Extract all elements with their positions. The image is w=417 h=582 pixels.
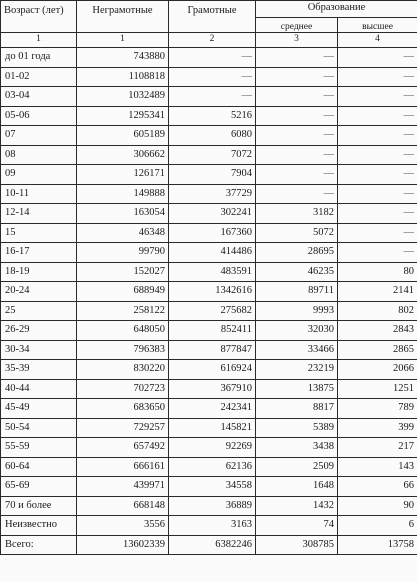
cell-secondary: — — [256, 87, 338, 107]
table-row — [1, 496, 417, 516]
cell-higher: 1251 — [338, 379, 417, 399]
header-literate: Грамотные — [169, 1, 256, 33]
cell-illiterate: 796383 — [77, 340, 169, 360]
cell-literate: 7072 — [169, 145, 256, 165]
column-number: 3 — [256, 33, 338, 48]
cell-literate: 852411 — [169, 321, 256, 341]
cell-age: 55-59 — [1, 438, 77, 458]
cell-literate: 275682 — [169, 301, 256, 321]
cell-age: 35-39 — [1, 360, 77, 380]
cell-age: 07 — [1, 126, 77, 146]
cell-secondary: — — [256, 106, 338, 126]
cell-higher: — — [338, 243, 417, 263]
cell-literate: 3163 — [169, 516, 256, 536]
cell-age: 16-17 — [1, 243, 77, 263]
cell-age: 60-64 — [1, 457, 77, 477]
cell-age: до 01 года — [1, 48, 77, 68]
cell-literate: 37729 — [169, 184, 256, 204]
cell-illiterate: 688949 — [77, 282, 169, 302]
cell-age: 20-24 — [1, 282, 77, 302]
table-row — [1, 145, 417, 165]
table-row — [1, 438, 417, 458]
cell-higher: 90 — [338, 496, 417, 516]
cell-secondary: 308785 — [256, 535, 338, 555]
table-row — [1, 457, 417, 477]
cell-illiterate: 683650 — [77, 399, 169, 419]
column-number: 1 — [1, 33, 77, 48]
cell-secondary: 13875 — [256, 379, 338, 399]
table-row — [1, 223, 417, 243]
cell-literate: — — [169, 87, 256, 107]
header-secondary: среднее — [256, 18, 338, 33]
cell-age: 01-02 — [1, 67, 77, 87]
cell-age: 40-44 — [1, 379, 77, 399]
column-number: 4 — [338, 33, 417, 48]
cell-age: 15 — [1, 223, 77, 243]
table-row — [1, 48, 417, 68]
cell-higher: 789 — [338, 399, 417, 419]
cell-secondary: — — [256, 184, 338, 204]
cell-secondary: — — [256, 67, 338, 87]
table-row — [1, 321, 417, 341]
total-row — [1, 535, 417, 555]
cell-higher: 80 — [338, 262, 417, 282]
cell-secondary: 33466 — [256, 340, 338, 360]
cell-higher: 399 — [338, 418, 417, 438]
cell-age: 09 — [1, 165, 77, 185]
cell-literate: 5216 — [169, 106, 256, 126]
table-row — [1, 87, 417, 107]
cell-illiterate: 306662 — [77, 145, 169, 165]
cell-secondary: 8817 — [256, 399, 338, 419]
cell-literate: 145821 — [169, 418, 256, 438]
cell-secondary: 28695 — [256, 243, 338, 263]
table-row — [1, 204, 417, 224]
table-row — [1, 340, 417, 360]
cell-illiterate: 163054 — [77, 204, 169, 224]
cell-age: 08 — [1, 145, 77, 165]
cell-illiterate: 3556 — [77, 516, 169, 536]
table-header — [1, 1, 417, 48]
cell-literate: 167360 — [169, 223, 256, 243]
cell-literate: — — [169, 48, 256, 68]
table-row — [1, 165, 417, 185]
table-row — [1, 516, 417, 536]
table-row — [1, 262, 417, 282]
cell-illiterate: 648050 — [77, 321, 169, 341]
cell-higher: 2066 — [338, 360, 417, 380]
cell-illiterate: 126171 — [77, 165, 169, 185]
table-row — [1, 282, 417, 302]
cell-literate: 34558 — [169, 477, 256, 497]
cell-illiterate: 666161 — [77, 457, 169, 477]
cell-higher: 66 — [338, 477, 417, 497]
cell-age: 05-06 — [1, 106, 77, 126]
cell-higher: — — [338, 184, 417, 204]
cell-secondary: 74 — [256, 516, 338, 536]
cell-age: 45-49 — [1, 399, 77, 419]
cell-secondary: — — [256, 145, 338, 165]
cell-higher: 2843 — [338, 321, 417, 341]
cell-secondary: 46235 — [256, 262, 338, 282]
cell-secondary: 1432 — [256, 496, 338, 516]
cell-literate: — — [169, 67, 256, 87]
cell-illiterate: 1108818 — [77, 67, 169, 87]
cell-illiterate: 13602339 — [77, 535, 169, 555]
cell-secondary: — — [256, 165, 338, 185]
cell-higher: — — [338, 165, 417, 185]
cell-secondary: 9993 — [256, 301, 338, 321]
table-row — [1, 126, 417, 146]
cell-literate: 36889 — [169, 496, 256, 516]
cell-illiterate: 743880 — [77, 48, 169, 68]
column-number: 1 — [77, 33, 169, 48]
cell-higher: — — [338, 106, 417, 126]
table-row — [1, 243, 417, 263]
cell-literate: 6080 — [169, 126, 256, 146]
cell-literate: 302241 — [169, 204, 256, 224]
cell-age: Неизвестно — [1, 516, 77, 536]
table-row — [1, 399, 417, 419]
cell-illiterate: 702723 — [77, 379, 169, 399]
cell-illiterate: 729257 — [77, 418, 169, 438]
cell-age: Всего: — [1, 535, 77, 555]
cell-higher: 143 — [338, 457, 417, 477]
cell-secondary: 32030 — [256, 321, 338, 341]
cell-illiterate: 830220 — [77, 360, 169, 380]
cell-higher: — — [338, 126, 417, 146]
table-row — [1, 184, 417, 204]
cell-literate: 7904 — [169, 165, 256, 185]
cell-age: 30-34 — [1, 340, 77, 360]
cell-literate: 92269 — [169, 438, 256, 458]
cell-secondary: 23219 — [256, 360, 338, 380]
header-age: Возраст (лет) — [1, 1, 77, 33]
cell-higher: — — [338, 48, 417, 68]
cell-literate: 62136 — [169, 457, 256, 477]
cell-illiterate: 149888 — [77, 184, 169, 204]
cell-secondary: — — [256, 126, 338, 146]
table-row — [1, 106, 417, 126]
cell-literate: 367910 — [169, 379, 256, 399]
cell-age: 26-29 — [1, 321, 77, 341]
cell-higher: — — [338, 145, 417, 165]
cell-illiterate: 657492 — [77, 438, 169, 458]
cell-illiterate: 1032489 — [77, 87, 169, 107]
cell-secondary: 89711 — [256, 282, 338, 302]
cell-literate: 1342616 — [169, 282, 256, 302]
cell-age: 70 и более — [1, 496, 77, 516]
table-row — [1, 360, 417, 380]
cell-secondary: 1648 — [256, 477, 338, 497]
cell-illiterate: 605189 — [77, 126, 169, 146]
table-row — [1, 379, 417, 399]
column-number: 2 — [169, 33, 256, 48]
cell-age: 03-04 — [1, 87, 77, 107]
cell-age: 50-54 — [1, 418, 77, 438]
column-number-row — [1, 33, 417, 48]
cell-secondary: 3438 — [256, 438, 338, 458]
cell-higher: 2141 — [338, 282, 417, 302]
cell-higher: — — [338, 223, 417, 243]
header-higher: высшее — [338, 18, 417, 33]
table-row — [1, 301, 417, 321]
cell-illiterate: 46348 — [77, 223, 169, 243]
table-body — [1, 48, 417, 555]
cell-higher: 6 — [338, 516, 417, 536]
cell-secondary: 2509 — [256, 457, 338, 477]
cell-illiterate: 668148 — [77, 496, 169, 516]
cell-secondary: 5389 — [256, 418, 338, 438]
cell-age: 65-69 — [1, 477, 77, 497]
cell-higher: — — [338, 67, 417, 87]
cell-literate: 877847 — [169, 340, 256, 360]
cell-age: 18-19 — [1, 262, 77, 282]
cell-literate: 6382246 — [169, 535, 256, 555]
cell-literate: 483591 — [169, 262, 256, 282]
table-row — [1, 477, 417, 497]
cell-literate: 616924 — [169, 360, 256, 380]
cell-illiterate: 1295341 — [77, 106, 169, 126]
header-illiterate: Неграмотные — [77, 1, 169, 33]
table-row — [1, 67, 417, 87]
header-education: Образование — [256, 1, 417, 18]
cell-age: 25 — [1, 301, 77, 321]
cell-secondary: — — [256, 48, 338, 68]
cell-secondary: 3182 — [256, 204, 338, 224]
cell-higher: 13758 — [338, 535, 417, 555]
cell-higher: 2865 — [338, 340, 417, 360]
cell-higher: — — [338, 87, 417, 107]
cell-higher: 217 — [338, 438, 417, 458]
table-row — [1, 418, 417, 438]
cell-literate: 414486 — [169, 243, 256, 263]
cell-higher: 802 — [338, 301, 417, 321]
cell-secondary: 5072 — [256, 223, 338, 243]
cell-illiterate: 99790 — [77, 243, 169, 263]
cell-higher: — — [338, 204, 417, 224]
cell-illiterate: 439971 — [77, 477, 169, 497]
cell-age: 10-11 — [1, 184, 77, 204]
cell-literate: 242341 — [169, 399, 256, 419]
cell-age: 12-14 — [1, 204, 77, 224]
cell-illiterate: 258122 — [77, 301, 169, 321]
cell-illiterate: 152027 — [77, 262, 169, 282]
